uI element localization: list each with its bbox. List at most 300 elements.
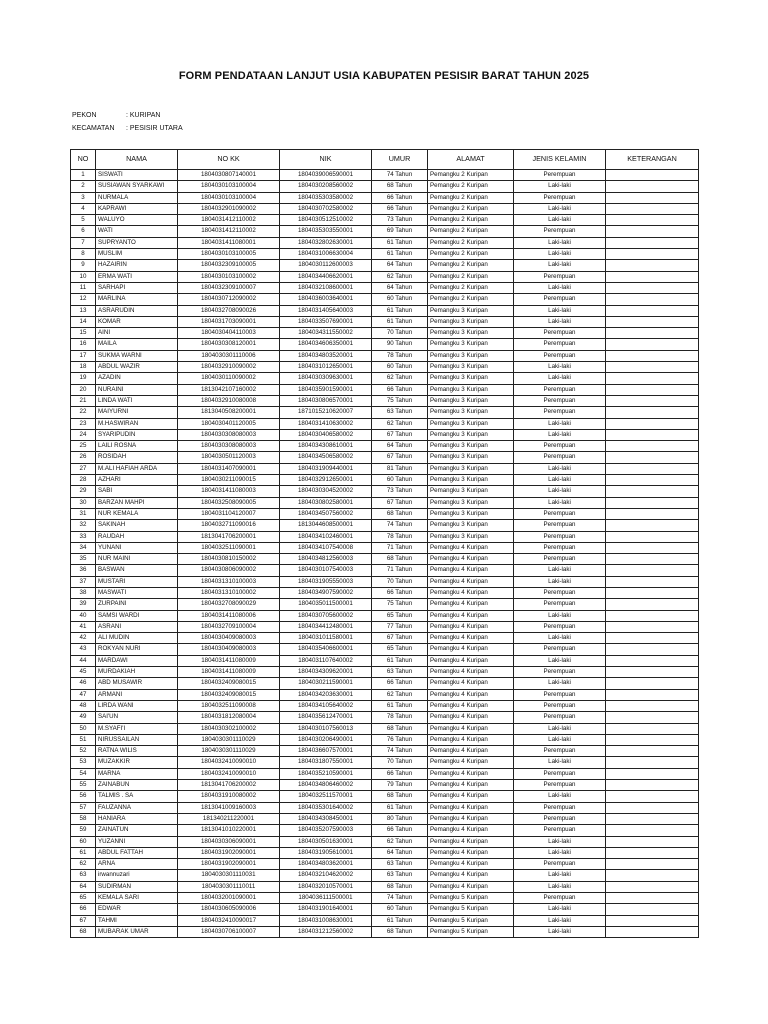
cell-nama: ARNA [96, 859, 178, 870]
cell-keterangan [606, 486, 699, 497]
cell-jenis-kelamin: Laki-laki [514, 734, 606, 745]
cell-keterangan [606, 407, 699, 418]
table-row [71, 429, 699, 440]
cell-alamat: Pemangku 4 Kuripan [428, 587, 514, 598]
cell-keterangan [606, 667, 699, 678]
table-row [71, 215, 699, 226]
cell-umur: 66 Tahun [372, 192, 428, 203]
cell-alamat: Pemangku 3 Kuripan [428, 362, 514, 373]
cell-no-kk: 1804032709100004 [178, 621, 280, 632]
cell-no-kk: 1804030301110011 [178, 881, 280, 892]
cell-nik: 1804034412480001 [280, 621, 372, 632]
cell-keterangan [606, 802, 699, 813]
cell-alamat: Pemangku 3 Kuripan [428, 373, 514, 384]
cell-no-kk: 1804030712090002 [178, 294, 280, 305]
cell-nik: 1804035406600001 [280, 644, 372, 655]
cell-nama: YUNANI [96, 542, 178, 553]
cell-no: 61 [71, 847, 96, 858]
cell-nik: 1804034507560002 [280, 508, 372, 519]
cell-no: 14 [71, 316, 96, 327]
cell-umur: 66 Tahun [372, 384, 428, 395]
cell-no-kk: 1813041009160003 [178, 802, 280, 813]
cell-alamat: Pemangku 4 Kuripan [428, 859, 514, 870]
cell-nama: AZHARI [96, 475, 178, 486]
cell-alamat: Pemangku 4 Kuripan [428, 621, 514, 632]
cell-alamat: Pemangku 4 Kuripan [428, 542, 514, 553]
cell-umur: 61 Tahun [372, 305, 428, 316]
cell-alamat: Pemangku 3 Kuripan [428, 508, 514, 519]
cell-umur: 63 Tahun [372, 407, 428, 418]
cell-no: 29 [71, 486, 96, 497]
cell-nama: ROSIDAH [96, 452, 178, 463]
cell-umur: 68 Tahun [372, 181, 428, 192]
cell-alamat: Pemangku 4 Kuripan [428, 847, 514, 858]
cell-no: 46 [71, 678, 96, 689]
cell-no: 18 [71, 362, 96, 373]
cell-no-kk: 1804030401120005 [178, 418, 280, 429]
cell-no-kk: 1804030806090002 [178, 565, 280, 576]
cell-no: 33 [71, 531, 96, 542]
cell-nik: 1804034308610001 [280, 441, 372, 452]
cell-no-kk: 1804030110090002 [178, 373, 280, 384]
cell-alamat: Pemangku 2 Kuripan [428, 226, 514, 237]
table-row [71, 328, 699, 339]
cell-alamat: Pemangku 4 Kuripan [428, 644, 514, 655]
cell-no: 21 [71, 395, 96, 406]
cell-keterangan [606, 508, 699, 519]
cell-jenis-kelamin: Laki-laki [514, 565, 606, 576]
cell-nama: SUKMA WARNI [96, 350, 178, 361]
table-row [71, 260, 699, 271]
cell-nama: EDWAR [96, 904, 178, 915]
table-row [71, 181, 699, 192]
cell-no-kk: 1804031310100003 [178, 576, 280, 587]
cell-alamat: Pemangku 4 Kuripan [428, 554, 514, 565]
cell-nama: MURDAKIAH [96, 667, 178, 678]
cell-no: 9 [71, 260, 96, 271]
cell-keterangan [606, 260, 699, 271]
cell-nama: SAMSI WARDI [96, 610, 178, 621]
cell-keterangan [606, 847, 699, 858]
kecamatan-value: : PESISIR UTARA [126, 125, 183, 132]
header-keterangan: KETERANGAN [606, 150, 699, 170]
cell-umur: 62 Tahun [372, 373, 428, 384]
cell-alamat: Pemangku 4 Kuripan [428, 746, 514, 757]
cell-keterangan [606, 757, 699, 768]
cell-alamat: Pemangku 4 Kuripan [428, 678, 514, 689]
table-row [71, 655, 699, 666]
cell-nama: MUBARAK UMAR [96, 926, 178, 937]
cell-jenis-kelamin: Laki-laki [514, 237, 606, 248]
cell-umur: 66 Tahun [372, 678, 428, 689]
table-row [71, 452, 699, 463]
cell-alamat: Pemangku 2 Kuripan [428, 249, 514, 260]
cell-keterangan [606, 328, 699, 339]
cell-jenis-kelamin: Perempuan [514, 328, 606, 339]
cell-no-kk: 1804032309100007 [178, 282, 280, 293]
cell-keterangan [606, 237, 699, 248]
cell-nik: 1804034406620001 [280, 271, 372, 282]
table-row [71, 870, 699, 881]
cell-keterangan [606, 316, 699, 327]
table-row [71, 497, 699, 508]
cell-jenis-kelamin: Perempuan [514, 554, 606, 565]
table-row [71, 542, 699, 553]
table-row [71, 282, 699, 293]
cell-no-kk: 1804030706100007 [178, 926, 280, 937]
table-row [71, 847, 699, 858]
cell-nama: SUSIAWAN SYARKAWI [96, 181, 178, 192]
table-row [71, 305, 699, 316]
cell-no-kk: 1804032410090017 [178, 915, 280, 926]
cell-keterangan [606, 870, 699, 881]
cell-jenis-kelamin: Laki-laki [514, 305, 606, 316]
cell-alamat: Pemangku 5 Kuripan [428, 915, 514, 926]
cell-umur: 68 Tahun [372, 881, 428, 892]
cell-keterangan [606, 859, 699, 870]
cell-no-kk: 1804031910080002 [178, 791, 280, 802]
cell-umur: 60 Tahun [372, 904, 428, 915]
cell-keterangan [606, 780, 699, 791]
cell-no-kk: 1804032708090026 [178, 305, 280, 316]
cell-alamat: Pemangku 4 Kuripan [428, 700, 514, 711]
cell-no: 34 [71, 542, 96, 553]
cell-nama: SABI [96, 486, 178, 497]
cell-no: 56 [71, 791, 96, 802]
cell-umur: 60 Tahun [372, 475, 428, 486]
cell-no-kk: 1804032711090016 [178, 520, 280, 531]
cell-nik: 1804030309630001 [280, 373, 372, 384]
cell-jenis-kelamin: Perempuan [514, 667, 606, 678]
table-row [71, 780, 699, 791]
cell-no-kk: 1804030301110006 [178, 350, 280, 361]
cell-nik: 1804031006630004 [280, 249, 372, 260]
cell-nik: 1804035901590001 [280, 384, 372, 395]
table-row [71, 768, 699, 779]
cell-no: 28 [71, 475, 96, 486]
table-header-row [71, 150, 699, 170]
cell-umur: 73 Tahun [372, 486, 428, 497]
cell-jenis-kelamin: Perempuan [514, 700, 606, 711]
cell-alamat: Pemangku 4 Kuripan [428, 565, 514, 576]
cell-keterangan [606, 294, 699, 305]
cell-alamat: Pemangku 3 Kuripan [428, 452, 514, 463]
cell-nama: FAUZANNA [96, 802, 178, 813]
cell-nama: SAI'UN [96, 712, 178, 723]
cell-alamat: Pemangku 3 Kuripan [428, 475, 514, 486]
cell-alamat: Pemangku 3 Kuripan [428, 395, 514, 406]
cell-nama: MUSLIM [96, 249, 178, 260]
cell-nik: 1804030802580001 [280, 497, 372, 508]
cell-jenis-kelamin: Laki-laki [514, 486, 606, 497]
cell-no: 63 [71, 870, 96, 881]
cell-umur: 78 Tahun [372, 531, 428, 542]
cell-keterangan [606, 170, 699, 181]
cell-keterangan [606, 768, 699, 779]
cell-no: 39 [71, 599, 96, 610]
cell-keterangan [606, 610, 699, 621]
cell-no: 57 [71, 802, 96, 813]
cell-umur: 61 Tahun [372, 802, 428, 813]
cell-no: 51 [71, 734, 96, 745]
cell-no: 35 [71, 554, 96, 565]
cell-jenis-kelamin: Laki-laki [514, 429, 606, 440]
cell-nik: 1804031410630002 [280, 418, 372, 429]
cell-no-kk: 1804031411080009 [178, 655, 280, 666]
cell-no: 3 [71, 192, 96, 203]
cell-keterangan [606, 384, 699, 395]
cell-umur: 78 Tahun [372, 712, 428, 723]
cell-alamat: Pemangku 2 Kuripan [428, 260, 514, 271]
cell-keterangan [606, 723, 699, 734]
cell-no: 27 [71, 463, 96, 474]
cell-no: 68 [71, 926, 96, 937]
cell-keterangan [606, 746, 699, 757]
cell-no: 60 [71, 836, 96, 847]
cell-no: 26 [71, 452, 96, 463]
cell-nik: 1804031012650001 [280, 362, 372, 373]
cell-keterangan [606, 587, 699, 598]
cell-no: 43 [71, 644, 96, 655]
pekon-label: PEKON [72, 112, 97, 119]
cell-no: 59 [71, 825, 96, 836]
cell-no-kk: 1804032511090001 [178, 542, 280, 553]
cell-jenis-kelamin: Perempuan [514, 542, 606, 553]
cell-jenis-kelamin: Perempuan [514, 441, 606, 452]
cell-no: 25 [71, 441, 96, 452]
cell-jenis-kelamin: Laki-laki [514, 497, 606, 508]
cell-no-kk: 1804031411080003 [178, 486, 280, 497]
cell-no: 23 [71, 418, 96, 429]
cell-nama: WATI [96, 226, 178, 237]
cell-nama: ZAINABUN [96, 780, 178, 791]
cell-no-kk: 1804030301110029 [178, 746, 280, 757]
cell-no: 40 [71, 610, 96, 621]
cell-nik: 1804035011500001 [280, 599, 372, 610]
cell-alamat: Pemangku 3 Kuripan [428, 384, 514, 395]
cell-jenis-kelamin: Laki-laki [514, 203, 606, 214]
cell-umur: 75 Tahun [372, 599, 428, 610]
cell-no-kk: 1804030103100002 [178, 271, 280, 282]
cell-nama: SUDIRMAN [96, 881, 178, 892]
cell-umur: 66 Tahun [372, 768, 428, 779]
cell-jenis-kelamin: Perempuan [514, 508, 606, 519]
table-row [71, 893, 699, 904]
cell-umur: 76 Tahun [372, 734, 428, 745]
cell-nik: 1804033507690001 [280, 316, 372, 327]
cell-nama: SARHAPI [96, 282, 178, 293]
cell-nik: 1804034311550002 [280, 328, 372, 339]
cell-nama: ARMANI [96, 689, 178, 700]
cell-keterangan [606, 418, 699, 429]
cell-no: 49 [71, 712, 96, 723]
cell-jenis-kelamin: Perempuan [514, 395, 606, 406]
cell-no: 36 [71, 565, 96, 576]
cell-umur: 70 Tahun [372, 328, 428, 339]
cell-jenis-kelamin: Laki-laki [514, 373, 606, 384]
cell-jenis-kelamin: Laki-laki [514, 316, 606, 327]
cell-no: 5 [71, 215, 96, 226]
cell-no-kk: 1804032410090010 [178, 768, 280, 779]
cell-umur: 68 Tahun [372, 791, 428, 802]
cell-nik: 1804030406580002 [280, 429, 372, 440]
header-jenis-kelamin: JENIS KELAMIN [514, 150, 606, 170]
cell-nama: MUSTARI [96, 576, 178, 587]
cell-alamat: Pemangku 4 Kuripan [428, 633, 514, 644]
cell-alamat: Pemangku 2 Kuripan [428, 294, 514, 305]
cell-nik: 1804034812560003 [280, 554, 372, 565]
cell-jenis-kelamin: Perempuan [514, 192, 606, 203]
cell-umur: 64 Tahun [372, 282, 428, 293]
cell-umur: 60 Tahun [372, 294, 428, 305]
cell-nik: 1804034803620001 [280, 859, 372, 870]
cell-jenis-kelamin: Laki-laki [514, 576, 606, 587]
cell-no-kk: 1804031407090001 [178, 463, 280, 474]
cell-alamat: Pemangku 3 Kuripan [428, 418, 514, 429]
cell-alamat: Pemangku 5 Kuripan [428, 893, 514, 904]
cell-nik: 1804035303550001 [280, 226, 372, 237]
cell-keterangan [606, 700, 699, 711]
table-row [71, 667, 699, 678]
cell-keterangan [606, 452, 699, 463]
cell-nik: 1804030211590001 [280, 678, 372, 689]
cell-no: 42 [71, 633, 96, 644]
cell-alamat: Pemangku 2 Kuripan [428, 181, 514, 192]
cell-nik: 1804030501630001 [280, 836, 372, 847]
cell-jenis-kelamin: Perempuan [514, 859, 606, 870]
table-row [71, 802, 699, 813]
cell-keterangan [606, 712, 699, 723]
cell-alamat: Pemangku 2 Kuripan [428, 192, 514, 203]
kecamatan-label: KECAMATAN [72, 125, 115, 132]
cell-no-kk: 1804030301110031 [178, 870, 280, 881]
cell-nama: YUZANNI [96, 836, 178, 847]
table-row [71, 192, 699, 203]
cell-alamat: Pemangku 4 Kuripan [428, 667, 514, 678]
cell-nik: 1804035207590003 [280, 825, 372, 836]
cell-alamat: Pemangku 4 Kuripan [428, 599, 514, 610]
cell-no-kk: 1804030409080003 [178, 633, 280, 644]
cell-nama: SAKINAH [96, 520, 178, 531]
cell-umur: 81 Tahun [372, 463, 428, 474]
header-no-kk: NO KK [178, 150, 280, 170]
cell-nik: 1804031909440001 [280, 463, 372, 474]
table-row [71, 904, 699, 915]
cell-nik: 1804031905550003 [280, 576, 372, 587]
table-row [71, 520, 699, 531]
cell-umur: 74 Tahun [372, 893, 428, 904]
cell-keterangan [606, 644, 699, 655]
cell-jenis-kelamin: Laki-laki [514, 655, 606, 666]
cell-no-kk: 1804031902090001 [178, 859, 280, 870]
cell-no: 66 [71, 904, 96, 915]
cell-nama: NURMALA [96, 192, 178, 203]
table-row [71, 384, 699, 395]
cell-no: 10 [71, 271, 96, 282]
cell-jenis-kelamin: Laki-laki [514, 847, 606, 858]
table-row [71, 859, 699, 870]
cell-no-kk: 1804030308080003 [178, 429, 280, 440]
cell-alamat: Pemangku 3 Kuripan [428, 441, 514, 452]
cell-nik: 1804031901640001 [280, 904, 372, 915]
cell-jenis-kelamin: Laki-laki [514, 926, 606, 937]
table-row [71, 339, 699, 350]
cell-umur: 63 Tahun [372, 859, 428, 870]
cell-jenis-kelamin: Laki-laki [514, 678, 606, 689]
cell-keterangan [606, 305, 699, 316]
cell-alamat: Pemangku 4 Kuripan [428, 780, 514, 791]
cell-keterangan [606, 463, 699, 474]
header-umur: UMUR [372, 150, 428, 170]
cell-no-kk: 1804030103100005 [178, 249, 280, 260]
table-row [71, 881, 699, 892]
cell-no-kk: 1804030103100004 [178, 192, 280, 203]
cell-nik: 1804031807550001 [280, 757, 372, 768]
cell-jenis-kelamin: Laki-laki [514, 881, 606, 892]
cell-umur: 75 Tahun [372, 395, 428, 406]
cell-jenis-kelamin: Perempuan [514, 350, 606, 361]
cell-keterangan [606, 373, 699, 384]
table-row [71, 237, 699, 248]
cell-umur: 68 Tahun [372, 926, 428, 937]
cell-nama: WALUYO [96, 215, 178, 226]
cell-nik: 1804034606350001 [280, 339, 372, 350]
table-row [71, 926, 699, 937]
cell-no: 48 [71, 700, 96, 711]
cell-nik: 1804031212560002 [280, 926, 372, 937]
table-row [71, 757, 699, 768]
cell-umur: 90 Tahun [372, 339, 428, 350]
cell-no: 2 [71, 181, 96, 192]
cell-jenis-kelamin: Perempuan [514, 712, 606, 723]
cell-keterangan [606, 531, 699, 542]
cell-alamat: Pemangku 4 Kuripan [428, 870, 514, 881]
cell-nama: NURAINI [96, 384, 178, 395]
table-row [71, 712, 699, 723]
cell-alamat: Pemangku 4 Kuripan [428, 610, 514, 621]
cell-keterangan [606, 926, 699, 937]
cell-no-kk: 1804031411080001 [178, 237, 280, 248]
cell-keterangan [606, 475, 699, 486]
cell-jenis-kelamin: Perempuan [514, 452, 606, 463]
cell-jenis-kelamin: Laki-laki [514, 757, 606, 768]
cell-alamat: Pemangku 4 Kuripan [428, 813, 514, 824]
cell-no-kk: 1804030807140001 [178, 170, 280, 181]
cell-alamat: Pemangku 4 Kuripan [428, 881, 514, 892]
cell-alamat: Pemangku 2 Kuripan [428, 170, 514, 181]
cell-no: 20 [71, 384, 96, 395]
cell-jenis-kelamin: Perempuan [514, 531, 606, 542]
cell-umur: 66 Tahun [372, 587, 428, 598]
cell-no-kk: 181340211220001 [178, 813, 280, 824]
cell-jenis-kelamin: Perempuan [514, 813, 606, 824]
cell-nik: 1804032010570001 [280, 881, 372, 892]
table-row [71, 644, 699, 655]
cell-jenis-kelamin: Perempuan [514, 825, 606, 836]
cell-jenis-kelamin: Laki-laki [514, 610, 606, 621]
cell-keterangan [606, 554, 699, 565]
cell-umur: 67 Tahun [372, 497, 428, 508]
cell-nik: 1804035210590001 [280, 768, 372, 779]
table-row [71, 599, 699, 610]
cell-alamat: Pemangku 4 Kuripan [428, 802, 514, 813]
cell-alamat: Pemangku 2 Kuripan [428, 237, 514, 248]
cell-nik: 1804035612470001 [280, 712, 372, 723]
table-row [71, 621, 699, 632]
cell-no: 55 [71, 780, 96, 791]
cell-no: 45 [71, 667, 96, 678]
cell-umur: 64 Tahun [372, 847, 428, 858]
